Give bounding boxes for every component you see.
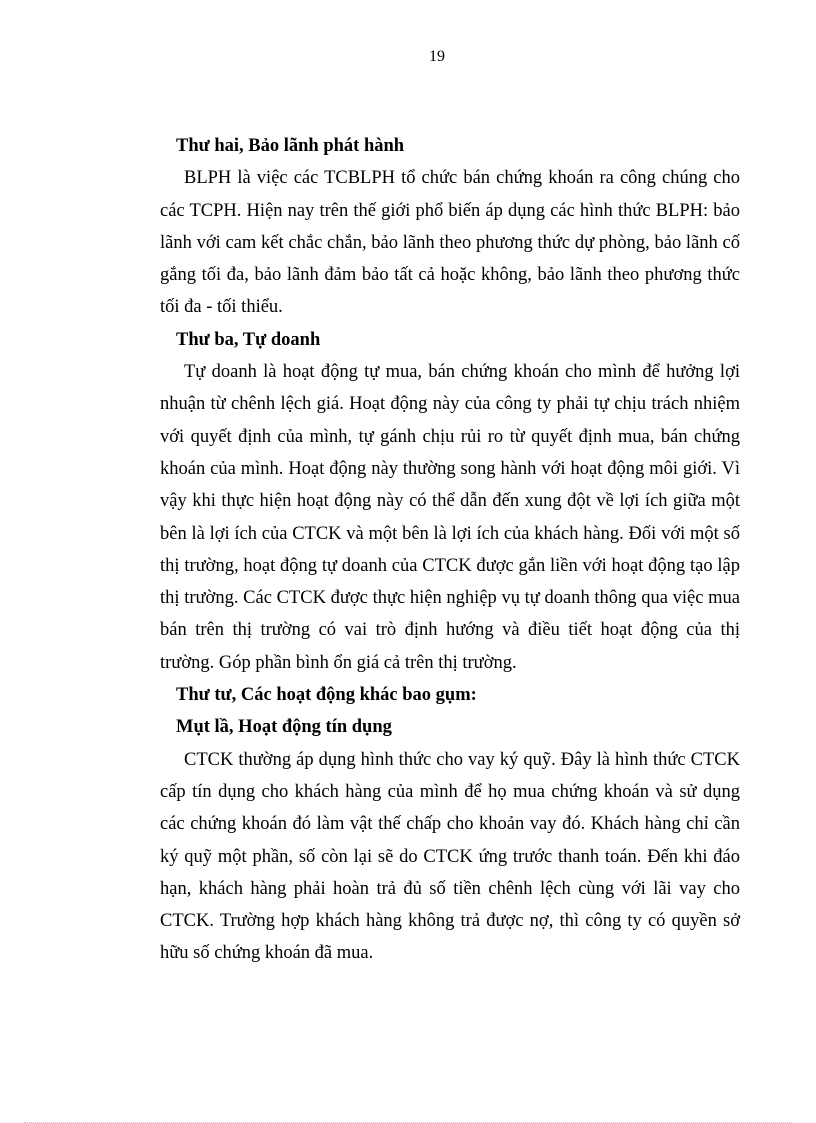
heading-underwriting: Thư hai, Bảo lãnh phát hành	[176, 136, 405, 156]
heading-proprietary-trading: Thư ba, Tự doanh	[176, 329, 321, 350]
paragraph-underwriting: BLPH là việc các TCBLPH tổ chức bán chứng khoán ra công chúng cho các TCPH. Hiện nay trên thế giới phổ biến áp dụng các hình thức BLPH: bảo lãnh với cam kết chắc chắn, bảo lãnh theo phương thức dự phòng, bảo lãnh cố gắng tối đa, bảo lãnh đảm bảo tất cả hoặc không, bảo lãnh theo phương thức tối đa - tối thiểu.	[160, 168, 740, 318]
heading-credit-activities: Mụt lầ, Hoạt động tín dụng	[176, 717, 392, 738]
paragraph-credit-activities: CTCK thường áp dụng hình thức cho vay ký quỹ. Đây là hình thức CTCK cấp tín dụng cho khách hàng của mình để họ mua chứng khoán và sử dụng các chứng khoán đó làm vật thế chấp cho khoản vay đó. Khách hàng chỉ cần ký quỹ một phần, số còn lại sẽ do CTCK ứng trước thanh toán. Đến khi đáo hạn, khách hàng phải hoàn trả đủ số tiền chênh lệch cùng với lãi vay cho CTCK. Trường hợp khách hàng không trả được nợ, thì công ty có quyền sở hữu số chứng khoán đã mua.	[160, 749, 740, 964]
document-body	[160, 130, 740, 970]
heading-other-activities: Thư tư, Các hoạt động khác bao gụm:	[176, 685, 477, 706]
page-number: 19	[429, 48, 445, 65]
paragraph-proprietary-trading: Tự doanh là hoạt động tự mua, bán chứng khoán cho mình để hưởng lợi nhuận từ chênh lệch giá. Hoạt động này của công ty phải tự chịu trách nhiệm với quyết định của mình, tự gánh chịu rủi ro từ quyết định mua, bán chứng khoán của mình. Hoạt động này thường song hành với hoạt động môi giới. Vì vậy khi thực hiện hoạt động này có thể dẫn đến xung đột về lợi ích giữa một bên là lợi ích của CTCK và một bên là lợi ích của khách hàng. Đối với một số thị trường, hoạt động tự doanh của CTCK được gắn liền với hoạt động tạo lập thị trường. Các CTCK được thực hiện nghiệp vụ tự doanh thông qua việc mua bán trên thị trường có vai trò định hướng và điều tiết hoạt động của thị trường. Góp phần bình ổn giá cả trên thị trường.	[160, 362, 740, 673]
